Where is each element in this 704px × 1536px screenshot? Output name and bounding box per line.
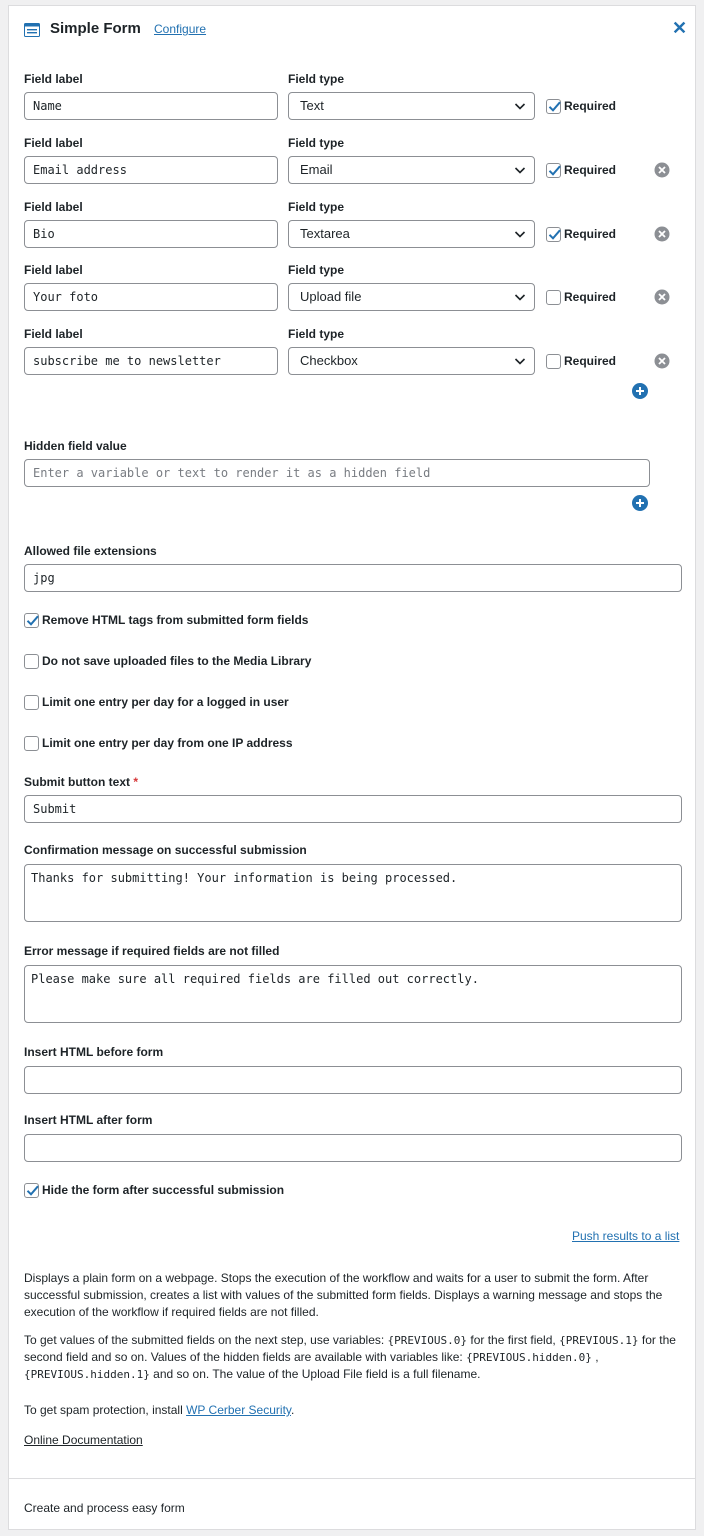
required-label: Required	[564, 99, 617, 113]
field-type-heading: Field type	[288, 136, 345, 150]
field-type-select[interactable]	[288, 156, 535, 184]
close-icon[interactable]: ✕	[672, 18, 688, 38]
desc-text: for the second field and so on. Values of the hidden fields are available with variables like:	[24, 1333, 676, 1364]
field-type-value: Email	[300, 162, 333, 177]
add-field-icon[interactable]	[632, 383, 648, 399]
description-paragraph-3	[24, 1402, 684, 1419]
html-before-label: Insert HTML before form	[24, 1045, 164, 1059]
variable-code: {PREVIOUS.hidden.0}	[466, 1351, 592, 1364]
field-label-heading: Field label	[24, 263, 83, 277]
footer-text: Create and process easy form	[24, 1501, 185, 1515]
option-checkbox[interactable]	[24, 654, 39, 669]
error-label: Error message if required fields are not filled	[24, 944, 280, 958]
html-before-input[interactable]	[24, 1066, 682, 1094]
field-type-heading: Field type	[288, 327, 345, 341]
desc-text: To get spam protection, install	[24, 1403, 187, 1417]
form-icon	[24, 23, 40, 37]
submit-text-label	[24, 775, 138, 789]
field-label-heading: Field label	[24, 327, 83, 341]
field-label-heading: Field label	[24, 72, 83, 86]
field-type-heading: Field type	[288, 263, 345, 277]
hidden-field-label: Hidden field value	[24, 439, 127, 453]
option-checkbox[interactable]	[24, 695, 39, 710]
desc-text: for the first field,	[467, 1333, 560, 1347]
required-checkbox[interactable]	[546, 290, 561, 305]
field-label-input[interactable]: Your foto	[24, 283, 278, 311]
desc-text: and so on. The value of the Upload File field is a full filename.	[149, 1367, 481, 1381]
option-label: Remove HTML tags from submitted form fields	[42, 613, 309, 627]
submit-text-label-text: Submit button text	[24, 775, 130, 789]
option-label: Limit one entry per day for a logged in user	[42, 695, 289, 709]
html-after-input[interactable]	[24, 1134, 682, 1162]
description-paragraph-1: Displays a plain form on a webpage. Stops the execution of the workflow and waits for a user to submit the form. After successful submission, creates a list with values of the submitted form fields. Displays a warning message and stops the execution of the workflow if required fields are not filled.	[24, 1271, 663, 1319]
field-type-value: Checkbox	[300, 353, 358, 368]
field-type-value: Textarea	[300, 226, 350, 241]
field-label-heading: Field label	[24, 136, 83, 150]
error-textarea[interactable]: Please make sure all required fields are filled out correctly.	[24, 965, 682, 1023]
remove-field-icon[interactable]	[654, 353, 670, 369]
required-label: Required	[564, 227, 617, 241]
required-label: Required	[564, 354, 617, 368]
description-paragraph-2	[24, 1332, 684, 1383]
required-checkbox[interactable]	[546, 163, 561, 178]
desc-text: To get values of the submitted fields on the next step, use variables:	[24, 1333, 388, 1347]
required-label: Required	[564, 163, 617, 177]
field-type-select[interactable]	[288, 347, 535, 375]
option-checkbox[interactable]	[24, 736, 39, 751]
online-docs-link[interactable]: Online Documentation	[24, 1433, 143, 1447]
field-type-heading: Field type	[288, 72, 345, 86]
variable-code: {PREVIOUS.0}	[387, 1334, 468, 1347]
hide-form-checkbox[interactable]	[24, 1183, 39, 1198]
required-checkbox[interactable]	[546, 99, 561, 114]
desc-text: ,	[591, 1350, 599, 1364]
configure-link[interactable]: Configure	[154, 22, 207, 36]
field-label-input[interactable]: subscribe me to newsletter	[24, 347, 278, 375]
remove-field-icon[interactable]	[654, 162, 670, 178]
panel-title: Simple Form	[50, 20, 141, 37]
remove-field-icon[interactable]	[654, 289, 670, 305]
simple-form-panel	[8, 5, 696, 1530]
field-type-value: Text	[300, 98, 324, 113]
confirmation-textarea[interactable]: Thanks for submitting! Your information is being processed.	[24, 864, 682, 922]
push-results-link[interactable]: Push results to a list	[572, 1229, 680, 1243]
add-hidden-field-icon[interactable]	[632, 495, 648, 511]
option-label: Do not save uploaded files to the Media Library	[42, 654, 312, 668]
confirmation-label: Confirmation message on successful submission	[24, 843, 307, 857]
required-star: *	[133, 775, 138, 789]
required-checkbox[interactable]	[546, 227, 561, 242]
variable-code: {PREVIOUS.hidden.1}	[24, 1368, 150, 1381]
field-type-select[interactable]	[288, 283, 535, 311]
field-label-input[interactable]: Email address	[24, 156, 278, 184]
required-checkbox[interactable]	[546, 354, 561, 369]
html-after-label: Insert HTML after form	[24, 1113, 153, 1127]
field-label-input[interactable]: Name	[24, 92, 278, 120]
submit-text-input[interactable]: Submit	[24, 795, 682, 823]
field-type-select[interactable]	[288, 92, 535, 120]
extensions-input[interactable]: jpg	[24, 564, 682, 592]
extensions-label: Allowed file extensions	[24, 544, 157, 558]
hide-form-label: Hide the form after successful submission	[42, 1183, 285, 1197]
footer-divider	[9, 1478, 695, 1479]
hidden-field-input[interactable]: Enter a variable or text to render it as a hidden field	[24, 459, 650, 487]
variable-code: {PREVIOUS.1}	[559, 1334, 639, 1347]
field-label-input[interactable]: Bio	[24, 220, 278, 248]
remove-field-icon[interactable]	[654, 226, 670, 242]
field-type-value: Upload file	[300, 289, 362, 304]
field-type-heading: Field type	[288, 200, 345, 214]
option-checkbox[interactable]	[24, 613, 39, 628]
option-label: Limit one entry per day from one IP address	[42, 736, 293, 750]
required-label: Required	[564, 290, 617, 304]
field-type-select[interactable]	[288, 220, 535, 248]
desc-text: .	[291, 1403, 295, 1417]
field-label-heading: Field label	[24, 200, 83, 214]
wp-cerber-link[interactable]: WP Cerber Security	[186, 1403, 292, 1417]
